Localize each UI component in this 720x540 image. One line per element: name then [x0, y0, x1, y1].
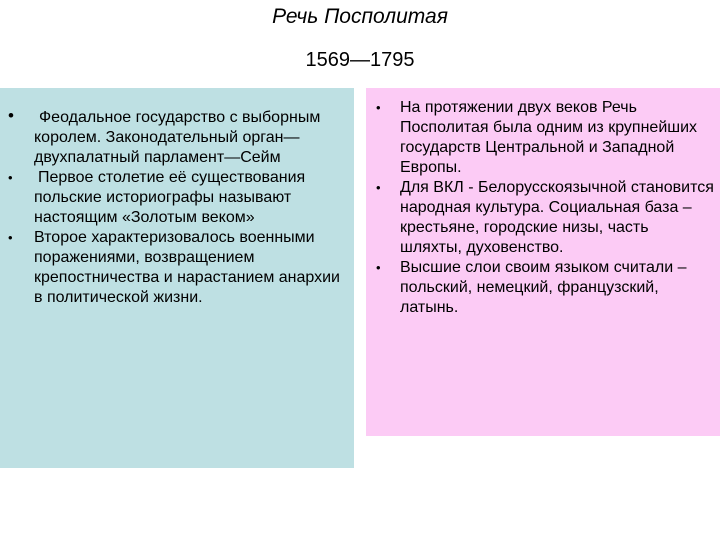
left-content-panel	[0, 88, 354, 468]
list-item	[0, 228, 354, 308]
left-bullet-list	[0, 108, 354, 308]
bullet-icon: •	[376, 100, 381, 115]
list-item-text: Второе характеризовалось военными поражениями, возвращением крепостничества и нарастанием анархии в политической жизни.	[34, 229, 340, 306]
list-item	[0, 168, 354, 228]
list-item	[0, 108, 354, 168]
slide-title: Речь Посполитая	[272, 5, 448, 28]
list-item	[366, 98, 720, 178]
list-item-text: Феодальное государство с выборным королем. Законодательный орган—двухпалатный парламент—Сейм	[34, 109, 321, 166]
list-item-text: Первое столетие её существования польские историографы называют настоящим «Золотым веком»	[34, 169, 306, 226]
right-bullet-list	[366, 98, 720, 318]
list-item-text: На протяжении двух веков Речь Посполитая была одним из крупнейших государств Центральной и Западной Европы.	[400, 99, 698, 176]
bullet-icon: •	[8, 106, 14, 125]
bullet-icon: •	[8, 230, 13, 245]
bullet-icon: •	[376, 180, 381, 195]
bullet-icon: •	[8, 170, 13, 185]
list-item	[366, 178, 720, 258]
list-item	[366, 258, 720, 318]
bullet-icon: •	[376, 260, 381, 275]
right-content-panel	[366, 88, 720, 436]
list-item-text: Высшие слои своим языком считали – польский, немецкий, французский, латынь.	[400, 259, 687, 316]
slide-subtitle-years: 1569—1795	[305, 49, 415, 71]
list-item-text: Для ВКЛ - Белорусскоязычной становится народная культура. Социальная база – крестьяне, городские низы, часть шляхты, духовенство.	[400, 179, 714, 256]
